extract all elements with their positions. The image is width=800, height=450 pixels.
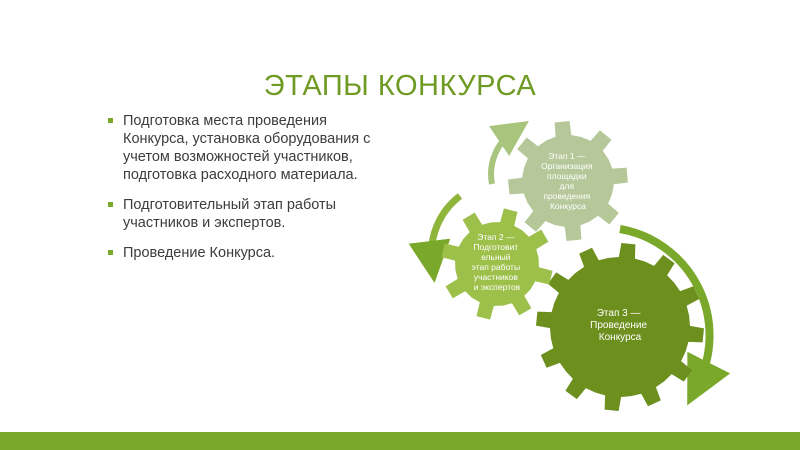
gear-2-line-6: и экспертов bbox=[473, 282, 521, 292]
bullet-text-1: Подготовка места проведения Конкурса, установка оборудования с учетом возможностей участников, подготовка расходного материала. bbox=[123, 113, 371, 183]
bullet-item-1 bbox=[108, 112, 378, 184]
gear-3-line-1: Этап 3 — bbox=[596, 308, 641, 319]
gear-2-label bbox=[472, 232, 523, 292]
gear-2-line-3: ельный bbox=[481, 252, 511, 262]
gear-2-line-2: Подготовит bbox=[473, 242, 519, 252]
gear-1-line-4: для bbox=[559, 181, 575, 191]
bottom-accent-bar bbox=[0, 432, 800, 450]
gears-diagram bbox=[400, 100, 800, 430]
bullet-item-2 bbox=[108, 196, 378, 232]
gear-2-line-1: Этап 2 — bbox=[477, 232, 515, 242]
slide-title: ЭТАПЫ КОНКУРСА bbox=[263, 70, 537, 102]
bullet-list bbox=[108, 112, 378, 274]
bullet-text-2: Подготовительный этап работы участников и экспертов. bbox=[123, 197, 337, 231]
bullet-marker bbox=[108, 202, 113, 207]
gear-1-line-2: Организация bbox=[541, 161, 593, 171]
gear-3-line-3: Конкурса bbox=[598, 332, 642, 343]
gear-3-label bbox=[590, 308, 650, 343]
gear-1-line-3: площадки bbox=[547, 171, 587, 181]
cycle-arrow-top bbox=[491, 131, 514, 184]
gear-2-line-5: участников bbox=[473, 272, 518, 282]
bullet-item-3 bbox=[108, 244, 378, 262]
bullet-marker bbox=[108, 118, 113, 123]
gear-3-line-2: Проведение bbox=[590, 320, 648, 331]
gear-1-line-5: проведения bbox=[543, 191, 591, 201]
bullet-text-3: Проведение Конкурса. bbox=[123, 245, 276, 261]
gear-1-line-1: Этап 1 — bbox=[548, 151, 586, 161]
gear-1-line-6: Конкурса bbox=[549, 201, 587, 211]
bullet-marker bbox=[108, 250, 113, 255]
gear-2-line-4: этап работы bbox=[471, 262, 521, 272]
